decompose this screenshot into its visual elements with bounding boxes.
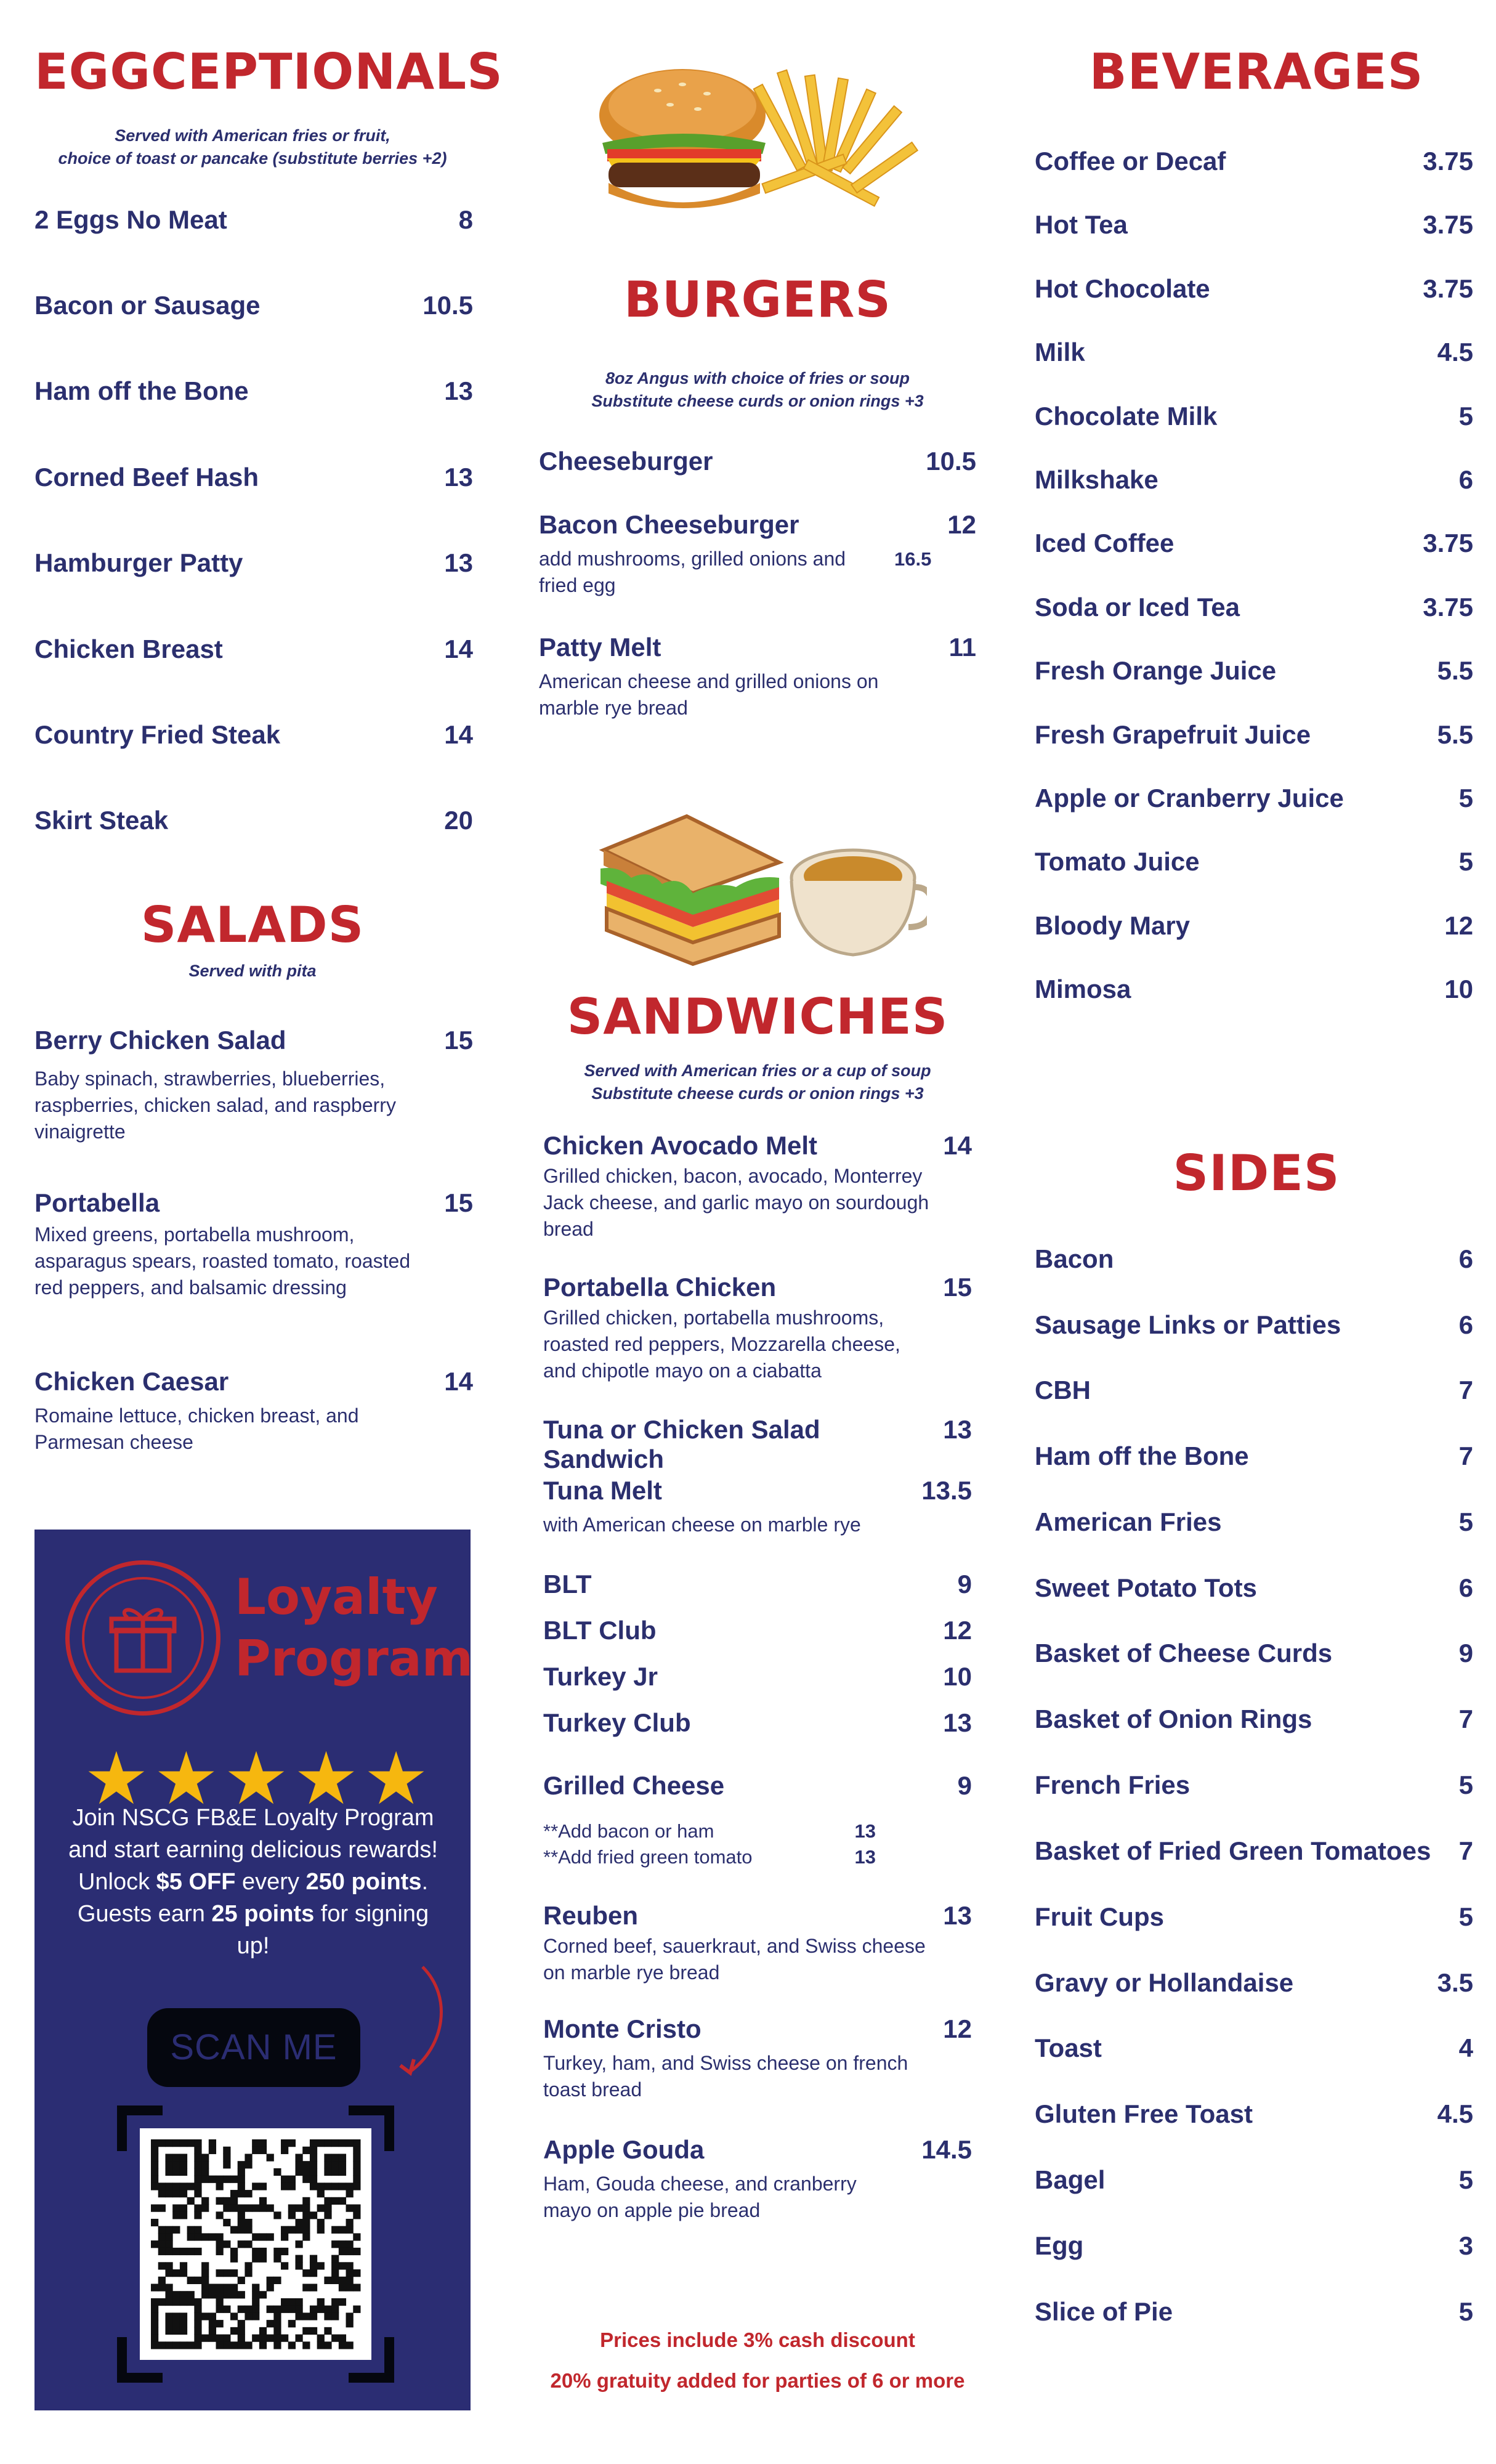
item-name: BLT Club [543,1616,657,1645]
item-name: Bagel [1035,2165,1106,2194]
item-price: 12 [943,1616,972,1645]
menu-item [1035,593,1473,622]
item-name: Portabella [34,1188,160,1217]
item-name: Bacon or Sausage [34,291,261,320]
gift-icon [65,1560,220,1716]
sandwiches-note [517,1060,998,1105]
sandwiches-note-line2: Substitute cheese curds or onion rings +3 [591,1084,924,1103]
item-price: 14 [444,720,473,749]
menu-item [34,634,473,664]
sandwiches-note-line1: Served with American fries or a cup of soup [584,1061,931,1080]
item-name: Coffee or Decaf [1035,147,1226,176]
item-description: Baby spinach, strawberries, blueberries, raspberries, chicken salad, and raspberry vinaigrette [34,1068,396,1143]
item-name: Fresh Orange Juice [1035,656,1277,685]
item-price: 5 [1458,847,1473,876]
eggceptionals-note [34,124,471,170]
eggceptionals-title: EGGCEPTIONALS [34,43,503,100]
loyalty-program-card [34,1530,474,2410]
menu-item [1035,338,1473,367]
menu-item [1035,465,1473,495]
menu-item [1035,1376,1473,1405]
item-name: Chicken Breast [34,634,223,663]
item-price: 6 [1458,1244,1473,1273]
item-name: Monte Cristo [543,2014,702,2043]
item-name: Bloody Mary [1035,911,1191,940]
menu-item [1035,1441,1473,1471]
menu-item [34,1026,473,1055]
menu-item [1035,2033,1473,2063]
item-price: 8 [458,205,473,234]
menu-item [1035,210,1473,240]
burgers-note-line2: Substitute cheese curds or onion rings +3 [591,392,924,410]
item-price: 6 [1458,465,1473,494]
menu-item [543,1570,972,1599]
item-price: 3 [1458,2231,1473,2260]
qr-code[interactable] [140,2128,371,2360]
menu-item [1035,1704,1473,1734]
item-addon: add mushrooms, grilled onions and fried egg [539,548,846,596]
item-price: 13 [943,1901,972,1930]
item-price: 7 [1458,1441,1473,1470]
menu-item [1035,1244,1473,1274]
menu-item [539,447,976,476]
item-price: 10 [1444,975,1473,1003]
item-price: 12 [1444,911,1473,940]
item-price: 15 [943,1273,972,1302]
item-name: Hot Tea [1035,210,1128,239]
menu-item [543,1901,972,1931]
gratuity-note: 20% gratuity added for parties of 6 or more [550,2369,965,2392]
item-name: Fresh Grapefruit Juice [1035,720,1311,749]
item-price: 20 [444,806,473,835]
sandwich-icon [600,816,779,964]
item-name: Tomato Juice [1035,847,1200,876]
menu-item [1035,911,1473,941]
item-name: Hamburger Patty [34,548,243,577]
item-price: 5 [1458,1507,1473,1536]
burger-icon [599,69,766,208]
star-icon: ★ [224,1736,289,1821]
item-price: 3.75 [1423,147,1473,176]
menu-item [543,2014,972,2044]
item-name: Chicken Caesar [34,1367,229,1396]
menu-item [1035,402,1473,431]
menu-item [539,633,976,662]
item-description: Ham, Gouda cheese, and cranberry mayo on apple pie bread [543,2173,857,2221]
menu-item [1035,147,1473,176]
item-description: with American cheese on marble rye [543,1514,861,1536]
item-name: Cheeseburger [539,447,713,476]
menu-item [1035,2231,1473,2261]
item-name: 2 Eggs No Meat [34,205,227,234]
item-name: Chicken Avocado Melt [543,1131,817,1160]
menu-item [543,1616,972,1645]
item-price: 14 [444,1367,473,1396]
item-description: Grilled chicken, portabella mushrooms, roasted red peppers, Mozzarella cheese, and chipotle mayo on a ciabatta [543,1307,900,1382]
item-name: Tuna Melt [543,1476,662,1505]
item-price: 9 [957,1570,972,1599]
item-name: Gravy or Hollandaise [1035,1968,1294,1997]
menu-item [543,1273,972,1302]
item-name: Apple or Cranberry Juice [1035,784,1344,813]
menu-item [34,1367,473,1396]
item-price: 5 [1458,1902,1473,1931]
burger-fries-illustration [590,57,935,223]
item-name: Ham off the Bone [1035,1441,1249,1470]
item-name: Basket of Fried Green Tomatoes [1035,1836,1431,1865]
item-price: 13 [943,1415,972,1444]
menu-item [543,1662,972,1692]
item-price: 14 [943,1131,972,1160]
item-price: 7 [1458,1836,1473,1865]
item-addon: **Add fried green tomato 13 [543,1846,876,1868]
menu-item [1035,1639,1473,1668]
loyalty-title-line1: Loyalty [235,1568,438,1626]
loyalty-blurb: Join NSCG FB&E Loyalty Program and start earning delicious rewards! Unlock $5 OFF every 250 points. Guests earn 25 points for signing up! [68,1805,438,1959]
menu-item [34,548,473,578]
scan-me-button[interactable]: SCAN ME [147,2008,360,2087]
item-price: 15 [444,1026,473,1055]
item-addon-price: 16.5 [894,548,932,570]
menu-item [1035,975,1473,1004]
item-price: 7 [1458,1376,1473,1404]
menu-item [1035,784,1473,813]
item-name: Tuna or Chicken Salad Sandwich [543,1415,820,1473]
item-name: Sweet Potato Tots [1035,1573,1257,1602]
menu-item [1035,1770,1473,1800]
item-name: CBH [1035,1376,1091,1404]
item-name: Milk [1035,338,1085,367]
item-price: 5 [1458,2297,1473,2326]
menu-item [543,1708,972,1738]
menu-item [543,1131,972,1161]
item-description: Turkey, ham, and Swiss cheese on french toast bread [543,2052,908,2101]
item-price: 14 [444,634,473,663]
menu-item [1035,274,1473,304]
item-name: Basket of Cheese Curds [1035,1639,1333,1668]
item-name: Chocolate Milk [1035,402,1218,431]
item-name: Grilled Cheese [543,1771,725,1800]
item-price: 11 [948,633,976,662]
item-name: Toast [1035,2033,1102,2062]
item-name: Patty Melt [539,633,661,662]
item-name: Milkshake [1035,465,1158,494]
item-name: Country Fried Steak [34,720,281,749]
item-name: Iced Coffee [1035,529,1175,557]
item-name: Apple Gouda [543,2135,705,2164]
menu-item [1035,720,1473,750]
salads-title: SALADS [140,896,365,954]
star-icon: ★ [153,1736,219,1821]
item-price: 5 [1458,402,1473,431]
item-price: 12 [943,2014,972,2043]
item-price: 4.5 [1437,338,1473,367]
menu-item [1035,1902,1473,1932]
curved-arrow-icon [386,1961,453,2084]
menu-item [1035,1968,1473,1998]
item-price: 9 [1458,1639,1473,1668]
item-price: 13 [943,1708,972,1737]
item-price: 10.5 [926,447,976,476]
menu-item [1035,656,1473,686]
item-name: French Fries [1035,1770,1191,1799]
item-name: Hot Chocolate [1035,274,1210,303]
item-price: 6 [1458,1310,1473,1339]
item-name: Sausage Links or Patties [1035,1310,1341,1339]
soup-bowl-icon [791,850,927,955]
menu-item [34,463,473,492]
item-price: 13 [444,376,473,405]
item-price: 3.5 [1437,1968,1473,1997]
item-name: Turkey Jr [543,1662,658,1691]
item-price: 3.75 [1423,210,1473,239]
star-icon: ★ [84,1736,149,1821]
item-price: 15 [444,1188,473,1217]
menu-item [1035,1507,1473,1537]
qr-code-image [140,2128,371,2360]
item-price: 5 [1458,1770,1473,1799]
item-price: 3.75 [1423,274,1473,303]
menu-item [34,205,473,235]
item-price: 10.5 [423,291,473,320]
item-name: Reuben [543,1901,639,1930]
item-price: 14.5 [921,2135,972,2164]
menu-item [543,2135,972,2165]
item-name: BLT [543,1570,592,1599]
item-name: Soda or Iced Tea [1035,593,1240,622]
item-price: 4.5 [1437,2099,1473,2128]
item-name: Portabella Chicken [543,1273,777,1302]
item-addon: **Add bacon or ham 13 [543,1820,876,1842]
menu-item [1035,2165,1473,2195]
burgers-note [517,367,998,413]
item-price: 6 [1458,1573,1473,1602]
loyalty-title [235,1566,474,1690]
item-description: Corned beef, sauerkraut, and Swiss cheese on marble rye bread [543,1935,926,1984]
item-price: 13.5 [921,1476,972,1505]
item-price: 5 [1458,2165,1473,2194]
menu-item [34,376,473,406]
menu-item [34,1188,473,1218]
sandwiches-title: SANDWICHES [567,988,948,1045]
menu-item [543,1476,972,1506]
fries-icon [754,70,918,206]
item-description: Mixed greens, portabella mushroom, asparagus spears, roasted tomato, roasted red peppers, and balsamic dressing [34,1223,411,1299]
item-price: 3.75 [1423,529,1473,557]
menu-item [1035,847,1473,877]
item-name: Basket of Onion Rings [1035,1704,1312,1733]
sides-title: SIDES [1173,1145,1340,1202]
item-name: Egg [1035,2231,1084,2260]
item-price: 5.5 [1437,720,1473,749]
qr-code-frame [117,2105,394,2383]
menu-item [34,291,473,320]
item-price: 12 [947,510,976,539]
menu-item [1035,2297,1473,2327]
item-name: Bacon [1035,1244,1114,1273]
item-name: Corned Beef Hash [34,463,259,492]
item-description: Grilled chicken, bacon, avocado, Monterrey Jack cheese, and garlic mayo on sourdough bread [543,1165,929,1240]
star-icon: ★ [363,1736,429,1821]
menu-item [1035,1836,1473,1866]
item-name: Fruit Cups [1035,1902,1164,1931]
eggceptionals-note-line1: Served with American fries or fruit, [115,126,390,145]
burgers-note-line1: 8oz Angus with choice of fries or soup [605,369,910,387]
menu-item [543,1771,972,1801]
item-name: Mimosa [1035,975,1131,1003]
menu-item [34,806,473,835]
menu-item [1035,1310,1473,1340]
cash-discount-note: Prices include 3% cash discount [600,2328,915,2351]
menu-item [539,510,976,540]
item-price: 9 [957,1771,972,1800]
star-icon: ★ [293,1736,359,1821]
item-name: Turkey Club [543,1708,691,1737]
item-price: 13 [444,548,473,577]
sandwich-soup-illustration [594,807,927,967]
item-price: 3.75 [1423,593,1473,622]
eggceptionals-note-line2: choice of toast or pancake (substitute berries +2) [58,149,447,168]
item-price: 13 [444,463,473,492]
item-name: Ham off the Bone [34,376,249,405]
beverages-title: BEVERAGES [1089,43,1424,100]
menu-item [1035,2099,1473,2129]
burgers-title: BURGERS [623,271,892,328]
item-name: Gluten Free Toast [1035,2099,1253,2128]
salads-note: Served with pita [188,962,317,980]
item-price: 5.5 [1437,656,1473,685]
menu-item [543,1415,972,1474]
menu-item [1035,529,1473,558]
menu-item [1035,1573,1473,1603]
item-price: 4 [1458,2033,1473,2062]
item-name: Slice of Pie [1035,2297,1173,2326]
item-description: Romaine lettuce, chicken breast, and Parmesan cheese [34,1404,359,1453]
item-name: Berry Chicken Salad [34,1026,286,1055]
loyalty-title-line2: Program [235,1630,474,1687]
item-name: Bacon Cheeseburger [539,510,799,539]
item-description: American cheese and grilled onions on marble rye bread [539,670,879,719]
item-price: 5 [1458,784,1473,813]
item-price: 7 [1458,1704,1473,1733]
item-price: 10 [943,1662,972,1691]
item-name: American Fries [1035,1507,1222,1536]
item-name: Skirt Steak [34,806,169,835]
menu-item [34,720,473,750]
